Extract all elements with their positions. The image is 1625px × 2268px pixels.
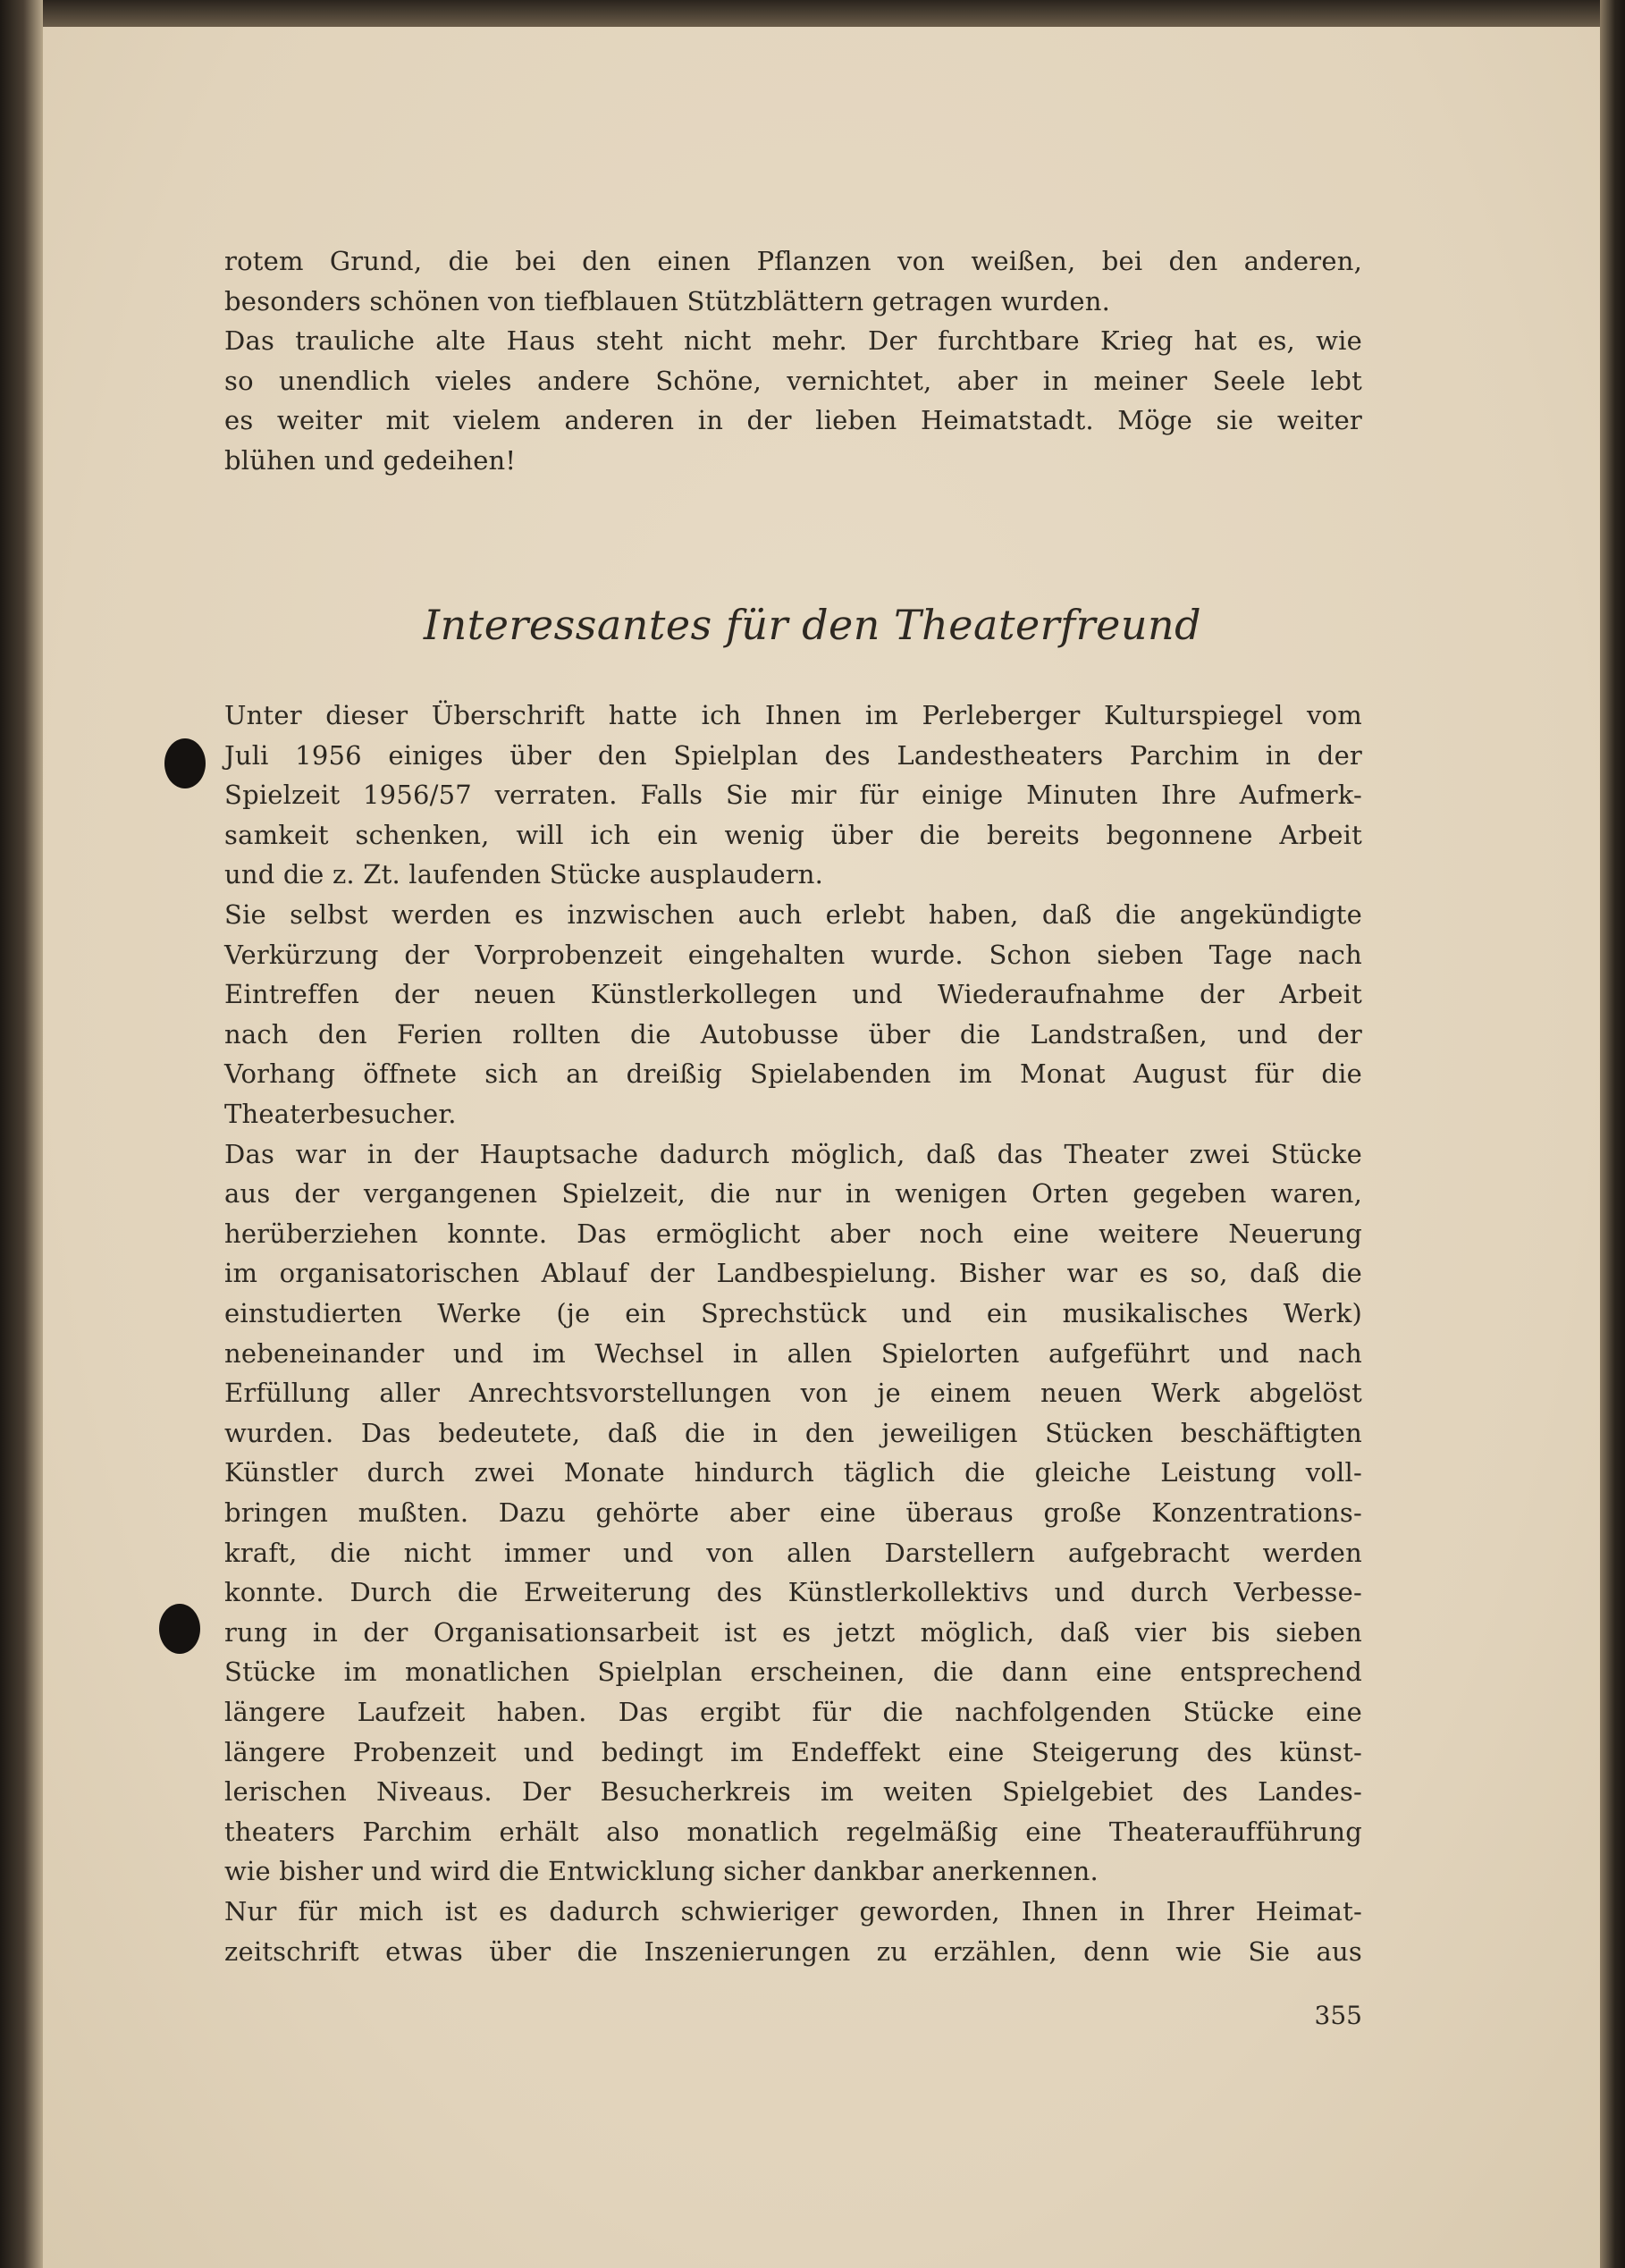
text-line: längere Laufzeit haben. Das ergibt für die nachfolgenden Stücke eine [224, 1697, 1362, 1727]
text-line: Künstler durch zwei Monate hindurch täglich die gleiche Leistung voll- [224, 1457, 1362, 1488]
text-line: Erfüllung aller Anrechtsvorstellungen von je einem neuen Werk abgelöst [224, 1378, 1362, 1409]
text-line: Nur für mich ist es dadurch schwieriger geworden, Ihnen in Ihrer Heimat- [224, 1896, 1362, 1927]
text-line: kraft, die nicht immer und von allen Darstellern aufgebracht werden [224, 1537, 1362, 1568]
text-line: im organisatorischen Ablauf der Landbespielung. Bisher war es so, daß die [224, 1258, 1362, 1289]
text-line: konnte. Durch die Erweiterung des Künstlerkollektivs und durch Verbesse- [224, 1577, 1362, 1608]
text-line: so unendlich vieles andere Schöne, vernichtet, aber in meiner Seele lebt [224, 365, 1362, 396]
text-line: Verkürzung der Vorprobenzeit eingehalten wurde. Schon sieben Tage nach [224, 939, 1362, 970]
text-line: samkeit schenken, will ich ein wenig über die bereits begonnene Arbeit [224, 819, 1362, 850]
text-line: Eintreffen der neuen Künstlerkollegen und Wiederaufnahme der Arbeit [224, 979, 1362, 1010]
text-line: rung in der Organisationsarbeit ist es jetzt möglich, daß vier bis sieben [224, 1616, 1362, 1648]
text-line: wurden. Das bedeutete, daß die in den jeweiligen Stücken beschäftigten [224, 1417, 1362, 1448]
page-number: 355 [1314, 2001, 1362, 2030]
scan-right-edge [1600, 0, 1625, 2268]
text-line: Unter dieser Überschrift hatte ich Ihnen im Perleberger Kulturspiegel vom [224, 700, 1362, 730]
text-line: Theaterbesucher. [224, 1099, 457, 1129]
punch-hole [164, 738, 206, 788]
text-line: nebeneinander und im Wechsel in allen Spielorten aufgeführt und nach [224, 1337, 1362, 1369]
section-heading: Interessantes für den Theaterfreund [423, 601, 1202, 649]
text-line: Sie selbst werden es inzwischen auch erlebt haben, daß die angekündigte [224, 899, 1362, 930]
text-line: bringen mußten. Dazu gehörte aber eine überaus große Konzentrations- [224, 1497, 1362, 1528]
text-line: und die z. Zt. laufenden Stücke ausplaudern. [224, 859, 824, 890]
text-line: rotem Grund, die bei den einen Pflanzen von weißen, bei den anderen, [224, 246, 1362, 276]
scan-top-edge [0, 0, 1625, 27]
text-line: Vorhang öffnete sich an dreißig Spielabenden im Monat August für die [224, 1058, 1362, 1090]
text-line: nach den Ferien rollten die Autobusse über die Landstraßen, und der [224, 1018, 1362, 1050]
punch-hole [159, 1604, 200, 1654]
text-line: herüberziehen konnte. Das ermöglicht aber noch eine weitere Neuerung [224, 1218, 1362, 1249]
text-line: lerischen Niveaus. Der Besucherkreis im weiten Spielgebiet des Landes- [224, 1776, 1362, 1808]
text-line: besonders schönen von tiefblauen Stützblättern getragen wurden. [224, 285, 1111, 316]
text-line: theaters Parchim erhält also monatlich regelmäßig eine Theateraufführung [224, 1816, 1362, 1847]
text-line: zeitschrift etwas über die Inszenierungen zu erzählen, denn wie Sie aus [224, 1935, 1362, 1967]
text-line: Stücke im monatlichen Spielplan erscheinen, die dann eine entsprechend [224, 1657, 1362, 1688]
text-line: wie bisher und wird die Entwicklung sicher dankbar anerkennen. [224, 1856, 1099, 1887]
text-line: blühen und gedeihen! [224, 444, 517, 476]
text-line: Das war in der Hauptsache dadurch möglich, daß das Theater zwei Stücke [224, 1138, 1362, 1169]
text-line: längere Probenzeit und bedingt im Endeffekt eine Steigerung des künst- [224, 1736, 1362, 1767]
text-line: aus der vergangenen Spielzeit, die nur in wenigen Orten gegeben waren, [224, 1178, 1362, 1210]
text-line: einstudierten Werke (je ein Sprechstück und ein musikalisches Werk) [224, 1298, 1362, 1328]
text-line: Spielzeit 1956/57 verraten. Falls Sie mir für einige Minuten Ihre Aufmerk- [224, 780, 1362, 811]
book-spine-edge [0, 0, 43, 2268]
text-line: Juli 1956 einiges über den Spielplan des Landestheaters Parchim in der [224, 739, 1362, 771]
text-line: Das trauliche alte Haus steht nicht mehr. Der furchtbare Krieg hat es, wie [224, 325, 1362, 356]
text-line: es weiter mit vielem anderen in der lieben Heimatstadt. Möge sie weiter [224, 405, 1362, 435]
